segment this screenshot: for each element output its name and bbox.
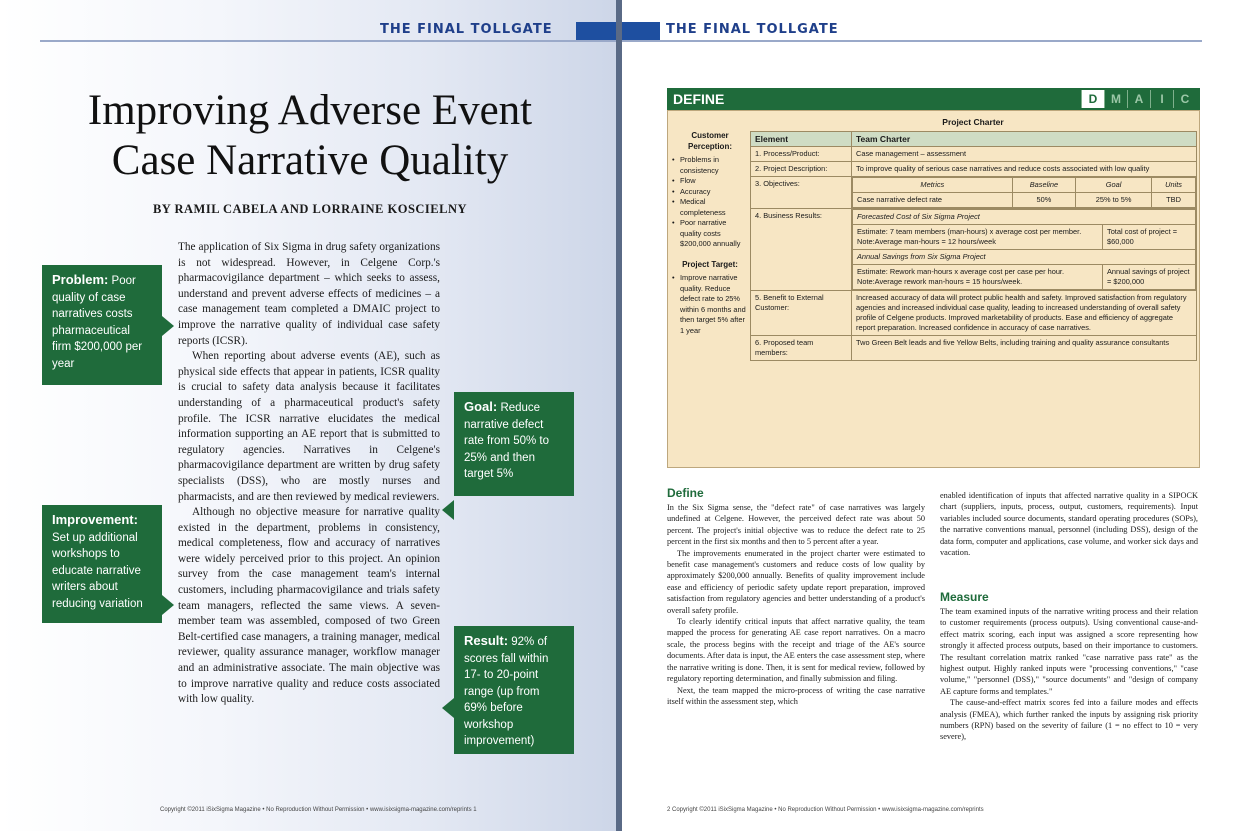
goal-arrow bbox=[442, 500, 454, 520]
goal-callout bbox=[454, 392, 574, 496]
goal-text: Reduce narrative defect rate from 50% to 25% and then target 5% bbox=[464, 402, 550, 480]
row-value: Increased accuracy of data will protect public health and safety. Improved satisfaction from regulatory agencies and increased individual case quality, leading to increased understanding of overall safety profile of Celgene products. Improved marketability of products. Ease and efficiency of aggregate report preparation. Increased confidence in accuracy of case narratives. bbox=[852, 291, 1197, 336]
row-label: 6. Proposed team members: bbox=[751, 336, 852, 361]
define-heading: Define bbox=[667, 486, 704, 500]
dmaic-m: M bbox=[1104, 90, 1127, 108]
charter-title: Project Charter bbox=[942, 117, 1004, 127]
row-label: 4. Business Results: bbox=[751, 209, 852, 291]
dmaic-i: I bbox=[1150, 90, 1173, 108]
body-paragraph: When reporting about adverse events (AE), such as physical side effects that appear in patients, ICSR quality is crucial to safety data analysis because it facilitates understanding of a pharmaceutical product's safety profile. The ICSR narrative elucidates the medical information supporting an AE report that is submitted to regulatory agencies. Narratives in Celgene's pharmacovigilance department are written by drug safety specialists (DSS), who are mostly nurses and pharmacists, and are then reviewed by medical reviewers. bbox=[178, 350, 440, 503]
header-rule-right bbox=[622, 40, 1202, 42]
obj-header: Metrics bbox=[853, 178, 1013, 193]
dmaic-d: D bbox=[1081, 90, 1104, 108]
row-label: 2. Project Description: bbox=[751, 162, 852, 177]
improvement-text: Set up additional workshops to educate narrative writers about reducing variation bbox=[52, 531, 143, 610]
col-header-team: Team Charter bbox=[852, 132, 1197, 147]
running-head-tab-right bbox=[622, 22, 660, 42]
body-paragraph: To clearly identify critical inputs that affect narrative quality, the team mapped the process for generating AE case report narratives. On a macro scale, the process begins with the receipt and triage of the AE's source documents. After data is input, the AE enters the case assessment step, where the narrative writing is done. Then, it is sent for medical review, followed by regulatory reporting determination, and finally submission and filing. bbox=[667, 617, 925, 684]
row-label: 3. Objectives: bbox=[751, 177, 852, 209]
row-value: To improve quality of serious case narratives and reduce costs associated with low quality bbox=[852, 162, 1197, 177]
obj-header: Goal bbox=[1076, 178, 1152, 193]
improvement-arrow bbox=[162, 595, 174, 615]
obj-value: Case narrative defect rate bbox=[853, 193, 1013, 208]
table-row bbox=[751, 291, 1197, 336]
obj-value: 50% bbox=[1012, 193, 1075, 208]
problem-label: Problem: bbox=[52, 272, 109, 287]
define-bar-label: DEFINE bbox=[673, 91, 725, 107]
problem-arrow bbox=[162, 316, 174, 336]
table-row bbox=[751, 177, 1197, 209]
obj-header: Units bbox=[1152, 178, 1196, 193]
list-item: • Improve narrative quality. Reduce defect rate to 25% within 6 months and then target 5% after 1 year bbox=[672, 273, 748, 336]
objectives-cell bbox=[852, 177, 1197, 209]
improvement-label: Improvement: bbox=[52, 512, 138, 527]
obj-value: TBD bbox=[1152, 193, 1196, 208]
row-label: 5. Benefit to External Customer: bbox=[751, 291, 852, 336]
dmaic-a: A bbox=[1127, 90, 1150, 108]
charter-table bbox=[750, 131, 1197, 361]
customer-perception-list bbox=[672, 155, 748, 250]
list-item: • Medical completeness bbox=[672, 197, 748, 218]
list-item: • Accuracy bbox=[672, 187, 748, 198]
byline: BY RAMIL CABELA AND LORRAINE KOSCIELNY bbox=[152, 202, 468, 216]
left-page bbox=[0, 0, 616, 831]
improvement-callout bbox=[42, 505, 162, 623]
table-row bbox=[751, 147, 1197, 162]
row-label: 1. Process/Product: bbox=[751, 147, 852, 162]
right-page bbox=[622, 0, 1250, 831]
goal-label: Goal: bbox=[464, 399, 498, 414]
business-results-table bbox=[852, 209, 1196, 290]
dmaic-c: C bbox=[1173, 90, 1196, 108]
footer-right: 2 Copyright ©2011 iSixSigma Magazine • No Reproduction Without Permission • www.isixsigma-magazine.com/reprints bbox=[667, 807, 984, 813]
define-bar bbox=[667, 88, 1200, 110]
table-row bbox=[751, 132, 1197, 147]
charter-sidebar bbox=[672, 131, 748, 346]
row-value: Two Green Belt leads and five Yellow Belts, including training and quality assurance consultants bbox=[852, 336, 1197, 361]
objectives-table bbox=[852, 177, 1196, 208]
result-text: 92% of scores fall within 17- to 20-point range (up from 69% before workshop improvement) bbox=[464, 636, 549, 747]
list-item: • Poor narrative quality costs $200,000 annually bbox=[672, 218, 748, 250]
body-paragraph: Although no objective measure for narrative quality existed in the department, problems in consistency, medical completeness, flow and accuracy of narratives were widely perceived prior to this project. An opinion survey from the case management team's internal customers, including pharmacovigilance and trials safety team managers, reflected the same views. A seven-member team was assembled, composed of two Green Belt-certified case managers, a training manager, medical reviewer, quality assurance manager, workflow manager and an administrative associate. The main objective was to improve narrative quality and reduce costs associated with low quality. bbox=[178, 506, 440, 706]
table-row bbox=[751, 162, 1197, 177]
running-head-tab bbox=[576, 22, 616, 42]
problem-text: Poor quality of case narratives costs pharmaceutical firm $200,000 per year bbox=[52, 275, 143, 370]
project-target-heading: Project Target: bbox=[682, 259, 738, 269]
running-head-right: THE FINAL TOLLGATE bbox=[666, 22, 839, 37]
body-paragraph: The cause-and-effect matrix scores fed into a failure modes and effects analysis (FMEA), which further ranked the inputs by assigning risk priority numbers (RPN) based on the severity of failure (1 = no effect to 10 = very severe), bbox=[940, 698, 1198, 742]
title-line-1: Improving Adverse Event bbox=[87, 87, 533, 134]
header-rule bbox=[40, 40, 616, 42]
forecast-total: Total cost of project = $60,000 bbox=[1103, 225, 1196, 250]
savings-text: Estimate: Rework man-hours x average cost per case per hour. Note:Average rework man-hours = 15 hours/week. bbox=[853, 265, 1103, 290]
define-column bbox=[667, 502, 925, 707]
list-item: • Problems in consistency bbox=[672, 155, 748, 176]
row-value: Case management – assessment bbox=[852, 147, 1197, 162]
title-line-2: Case Narrative Quality bbox=[111, 137, 509, 184]
body-paragraph: enabled identification of inputs that affected narrative quality in a SIPOCK chart (suppliers, inputs, process, output, customers, requirements). Input variables included source documents, standard operating procedures (SOPs), the narrative conventions manual, personnel (including DSS), design of the data form, computer and applications, case volume, and worker sick days and vacation. bbox=[940, 491, 1198, 558]
business-results-cell bbox=[852, 209, 1197, 291]
article-title bbox=[30, 86, 590, 186]
result-arrow bbox=[442, 698, 454, 718]
savings-title: Annual Savings from Six Sigma Project bbox=[853, 250, 1196, 265]
project-target-list bbox=[672, 273, 748, 336]
forecast-title: Forecasted Cost of Six Sigma Project bbox=[853, 210, 1196, 225]
footer-left: Copyright ©2011 iSixSigma Magazine • No Reproduction Without Permission • www.isixsigma-magazine.com/reprints 1 bbox=[160, 807, 477, 813]
body-paragraph: The application of Six Sigma in drug safety organizations is not widespread. However, in Celgene Corp.'s pharmacovigilance department – which seeks to assess, understand and prevent adverse effects of medicines – a case management team completed a DMAIC project to improve the narrative quality of individual case safety reports (ICSR). bbox=[178, 241, 440, 347]
body-paragraph: The team examined inputs of the narrative writing process and their relation to customer requirements (process outputs). Using conventional cause-and-effect matrix scoring, each input was assigned a score representing how strongly it affected process outputs, based on their importance to customers. The resultant correlation matrix ranked "case narrative pass rate" as the highest output. Highly ranked inputs were "processing conventions," "case volume," "personnel (DSS)," "source documents" and "design of company AE capture forms and templates." bbox=[940, 607, 1198, 696]
table-row bbox=[751, 209, 1197, 291]
col-header-element: Element bbox=[751, 132, 852, 147]
measure-heading: Measure bbox=[940, 590, 989, 604]
forecast-text: Estimate: 7 team members (man-hours) x average cost per member. Note:Average man-hours = 12 hours/week bbox=[853, 225, 1103, 250]
list-item: • Flow bbox=[672, 176, 748, 187]
savings-total: Annual savings of project = $200,000 bbox=[1103, 265, 1196, 290]
running-head-left: THE FINAL TOLLGATE bbox=[380, 22, 553, 37]
table-row bbox=[751, 336, 1197, 361]
result-callout bbox=[454, 626, 574, 754]
customer-perception-heading: Customer Perception: bbox=[687, 131, 732, 151]
project-charter-box bbox=[667, 110, 1200, 468]
obj-value: 25% to 5% bbox=[1076, 193, 1152, 208]
body-paragraph: In the Six Sigma sense, the "defect rate" of case narratives was largely undefined at Celgene. However, the perceived defect rate was about 50 percent. The project's initial objective was to reduce the defect rate to 25 percent in the first six months and then to 5 percent after a year. bbox=[667, 503, 925, 547]
body-paragraph: The improvements enumerated in the project charter were estimated to benefit case management's customers and reduce costs of low quality by approximately $200,000 annually. Benefits of quality improvement include ease and efficiency of periodic safety update report preparation, improved satisfaction from regulatory agencies and better understanding of a product's overall safety profile. bbox=[667, 548, 925, 615]
measure-text bbox=[940, 606, 1198, 743]
obj-header: Baseline bbox=[1012, 178, 1075, 193]
dmaic-tabs bbox=[1081, 90, 1196, 108]
measure-column bbox=[940, 490, 1198, 558]
result-label: Result: bbox=[464, 633, 509, 648]
article-body bbox=[178, 240, 440, 708]
problem-callout bbox=[42, 265, 162, 385]
body-paragraph: Next, the team mapped the micro-process of writing the case narrative itself within the assessment step, which bbox=[667, 685, 925, 706]
